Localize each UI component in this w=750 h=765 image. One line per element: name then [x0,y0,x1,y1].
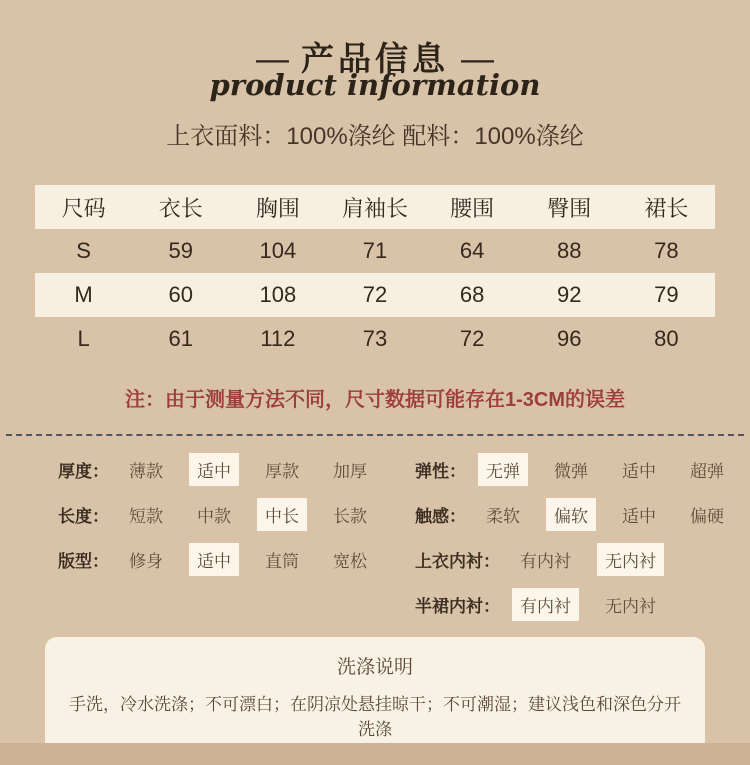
page-subtitle-script: product information [209,68,541,102]
attr-option-selected: 适中 [189,453,239,486]
measure-cell: 64 [459,238,485,263]
attr-option: 修身 [129,552,163,571]
measure-cell: 72 [362,282,388,307]
attr-row-elasticity [415,447,750,492]
measure-cell: 108 [259,282,297,307]
attr-option: 薄款 [129,462,163,481]
column-header: 臀围 [547,195,592,221]
care-title: 洗涤说明 [336,657,413,678]
attr-option: 中款 [197,507,231,526]
measure-cell: 96 [557,326,582,351]
care-instructions-box [45,637,705,757]
attr-row-top-lining [415,537,750,582]
size-cell: S [76,238,91,263]
attr-option-selected: 无弹 [478,453,528,486]
measure-cell: 68 [459,282,485,307]
measure-cell: 59 [168,238,193,263]
column-header: 裙长 [644,195,689,221]
attr-label: 版型： [58,552,109,571]
attributes-right-column [415,447,750,627]
page-title-text: 产品信息 [301,40,449,77]
title-section [0,0,750,101]
column-header: 衣长 [158,195,203,221]
table-row-size-l [35,317,715,361]
title-dash-right: — [461,40,494,77]
table-row-size-m [35,273,715,317]
attr-option: 长款 [333,507,367,526]
attr-option-selected: 中长 [257,498,307,531]
measurement-note: 注：由于测量方法不同，尺寸数据可能存在1-3CM的误差 [124,389,625,411]
attr-row-touch [415,492,750,537]
column-header: 腰围 [450,195,495,221]
attr-option: 直筒 [265,552,299,571]
column-header: 胸围 [255,195,300,221]
attr-label: 厚度： [58,462,109,481]
attr-option: 适中 [622,507,656,526]
measure-cell: 73 [362,326,388,351]
attr-option: 适中 [622,462,656,481]
size-table [35,185,715,361]
size-cell: L [77,326,90,351]
attr-option: 加厚 [333,462,367,481]
attr-label: 长度： [58,507,109,526]
measure-cell: 92 [557,282,582,307]
measure-cell: 104 [259,238,297,263]
column-header: 肩袖长 [341,195,408,221]
attr-row-fit [58,537,415,582]
measure-cell: 78 [654,238,679,263]
attr-option: 有内衬 [520,552,571,571]
attributes-left-column [58,447,415,627]
attr-label: 弹性： [415,462,466,481]
footer-strip [0,743,750,765]
measure-cell: 79 [654,282,679,307]
attr-option-selected: 有内衬 [512,588,579,621]
attributes-section [0,447,750,627]
attr-option: 柔软 [486,507,520,526]
measure-cell: 72 [459,326,485,351]
attr-row-skirt-lining [415,582,750,627]
measure-cell: 80 [654,326,679,351]
attr-option: 微弹 [554,462,588,481]
table-row-size-s [35,229,715,273]
attr-option: 无内衬 [605,597,656,616]
attr-option: 厚款 [265,462,299,481]
attr-option-selected: 无内衬 [597,543,664,576]
size-table-header-row [35,185,715,229]
attr-option: 偏硬 [690,507,724,526]
column-header: 尺码 [61,195,106,221]
measure-cell: 112 [260,326,296,351]
attr-option: 短款 [129,507,163,526]
attr-row-length [58,492,415,537]
care-text: 手洗，冷水洗涤；不可漂白；在阴凉处悬挂晾干；不可潮湿；建议浅色和深色分开洗涤 [69,695,681,739]
dashed-divider [6,434,744,436]
measure-cell: 60 [168,282,193,307]
measure-cell: 71 [362,238,388,263]
measure-cell: 61 [168,326,193,351]
attr-label: 半裙内衬： [415,597,500,616]
attr-option-selected: 适中 [189,543,239,576]
size-cell: M [74,282,93,307]
attr-option: 超弹 [690,462,724,481]
fabric-info: 上衣面料：100%涤纶 配料：100%涤纶 [166,123,584,150]
attr-option-selected: 偏软 [546,498,596,531]
attr-label: 上衣内衬： [415,552,500,571]
attr-label: 触感： [415,507,466,526]
title-dash-left: — [256,40,289,77]
attr-option: 宽松 [333,552,367,571]
measure-cell: 88 [557,238,582,263]
attr-row-thickness [58,447,415,492]
